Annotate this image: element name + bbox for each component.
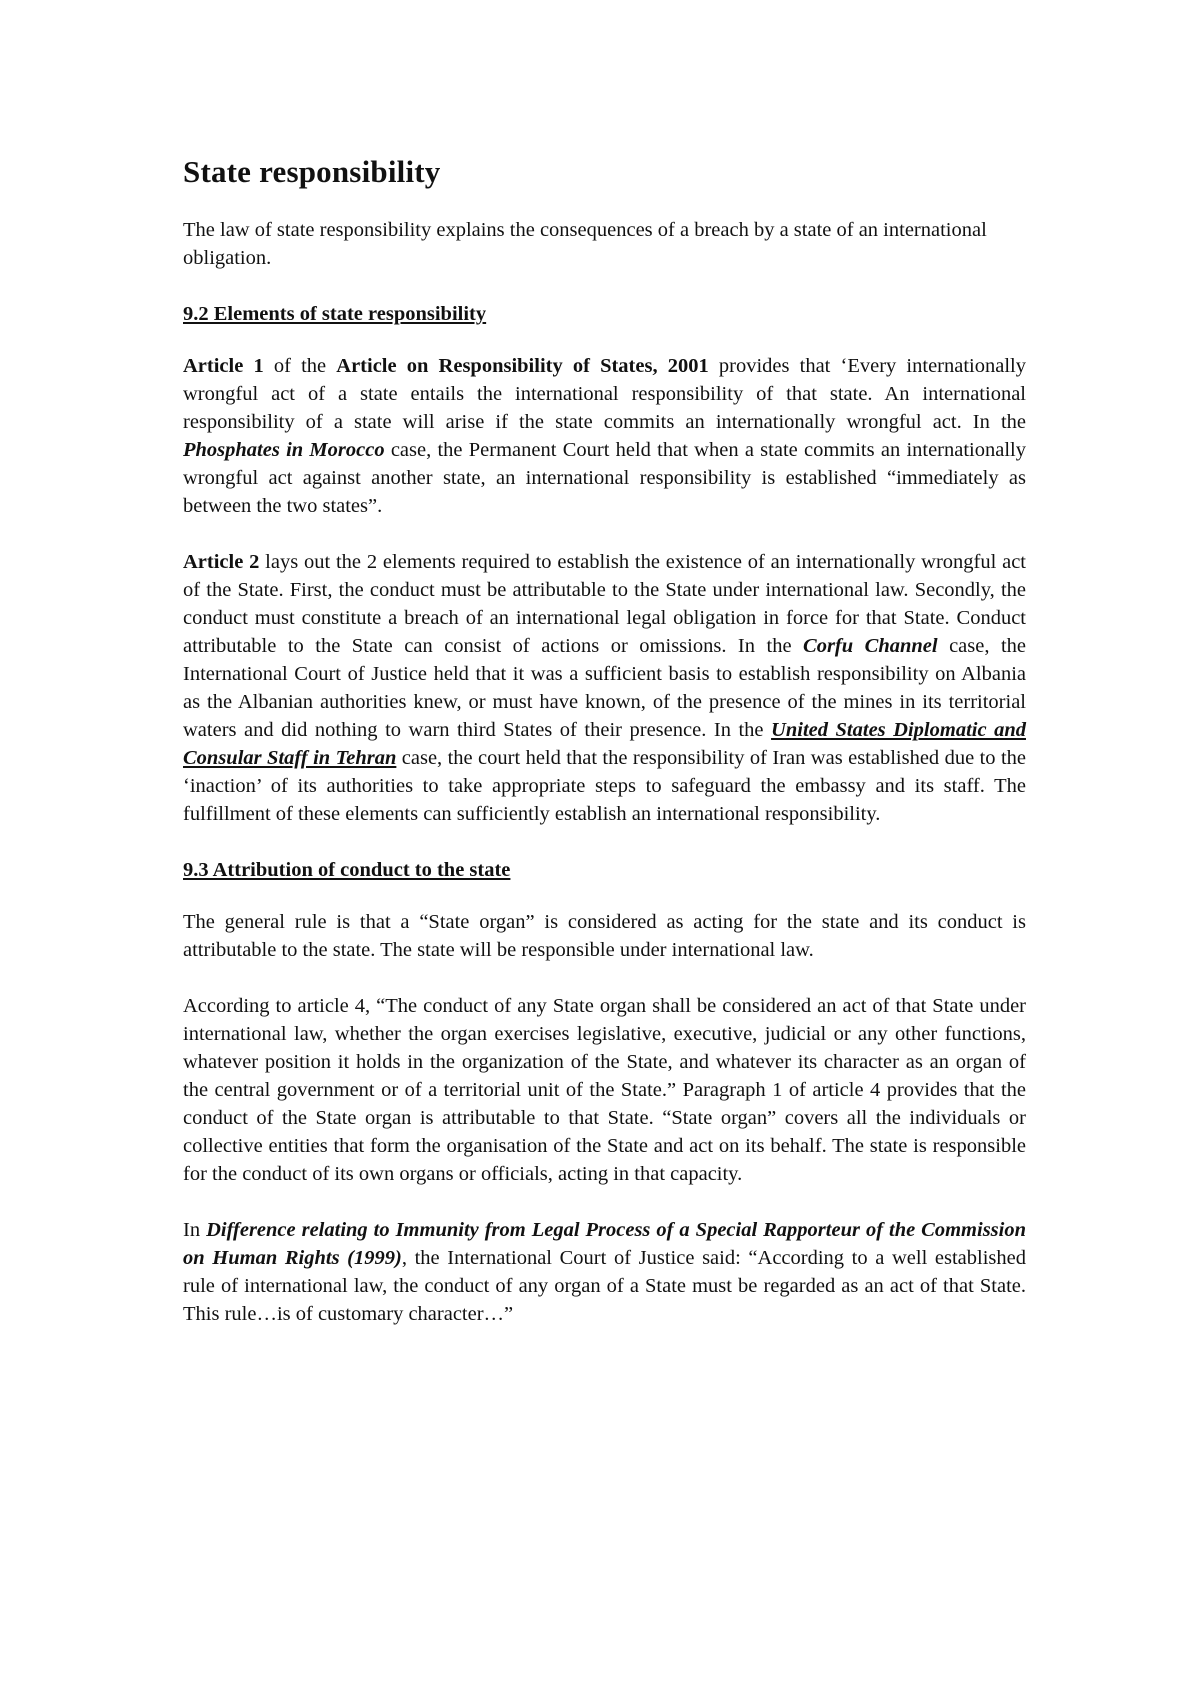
case-corfu-channel: Corfu Channel xyxy=(803,635,938,657)
section-heading-9-2: 9.2 Elements of state responsibility xyxy=(183,303,487,325)
section-heading-9-3: 9.3 Attribution of conduct to the state xyxy=(183,859,511,881)
case-phosphates-morocco: Phosphates in Morocco xyxy=(183,439,385,461)
paragraph-general-rule: The general rule is that a “State organ” is considered as acting for the state and its conduct is attributable to the state. The state will be responsible under international law. xyxy=(183,911,1026,961)
article-2-ref: Article 2 xyxy=(183,551,260,573)
case-tehran-staff: United States Diplomatic and Consular Staff in Tehran xyxy=(183,719,1026,769)
intro-paragraph: The law of state responsibility explains the consequences of a breach by a state of an international obligation. xyxy=(183,219,987,269)
page-title: State responsibility xyxy=(183,154,441,189)
paragraph-article-2: Article 2 lays out the 2 elements required to establish the existence of an internationally wrongful act of the State. First, the conduct must be attributable to the State under international law. Secondly, the conduct must constitute a breach of an international legal obligation in force for that State. Conduct attributable to the State can consist of actions or omissions. In the Corfu Channel case, the International Court of Justice held that it was a sufficient basis to establish responsibility on Albania as the Albanian authorities knew, or must have known, of the presence of the mines in its territorial waters and did nothing to warn third States of their presence. In the United States Diplomatic and Consular Staff in Tehran case, the court held that the responsibility of Iran was established due to the ‘inaction’ of its authorities to take appropriate steps to safeguard the embassy and its staff. The fulfillment of these elements can sufficiently establish an international responsibility. xyxy=(183,551,1027,825)
articles-title-ref: Article on Responsibility of States, 2001 xyxy=(336,355,709,377)
paragraph-article-1: Article 1 of the Article on Responsibility of States, 2001 provides that ‘Every internationally wrongful act of a state entails the international responsibility of that state. An international responsibility of a state will arise if the state commits an internationally wrongful act. In the Phosphates in Morocco case, the Permanent Court held that when a state commits an internationally wrongful act against another state, an international responsibility is established “immediately as between the two states”. xyxy=(183,355,1026,517)
paragraph-article-4: According to article 4, “The conduct of any State organ shall be considered an act of that State under international law, whether the organ exercises legislative, executive, judicial or any other functions, whatever position it holds in the organization of the State, and whatever its character as an organ of the central government or of a territorial unit of the State.” Paragraph 1 of article 4 provides that the conduct of the State organ is attributable to that State. “State organ” covers all the individuals or collective entities that form the organisation of the State and act on its behalf. The state is responsible for the conduct of its own organs or officials, acting in that capacity. xyxy=(183,995,1026,1185)
paragraph-immunity-case: In Difference relating to Immunity from Legal Process of a Special Rapporteur of the Commission on Human Rights (1999), the International Court of Justice said: “According to a well established rule of international law, the conduct of any organ of a State must be regarded as an act of that State. This rule…is of customary character…” xyxy=(183,1219,1026,1325)
case-immunity-special-rapporteur: Difference relating to Immunity from Legal Process of a Special Rapporteur of the Commission on Human Rights (1999) xyxy=(183,1219,1026,1269)
article-1-ref: Article 1 xyxy=(183,355,264,377)
document-page xyxy=(183,140,1026,1356)
